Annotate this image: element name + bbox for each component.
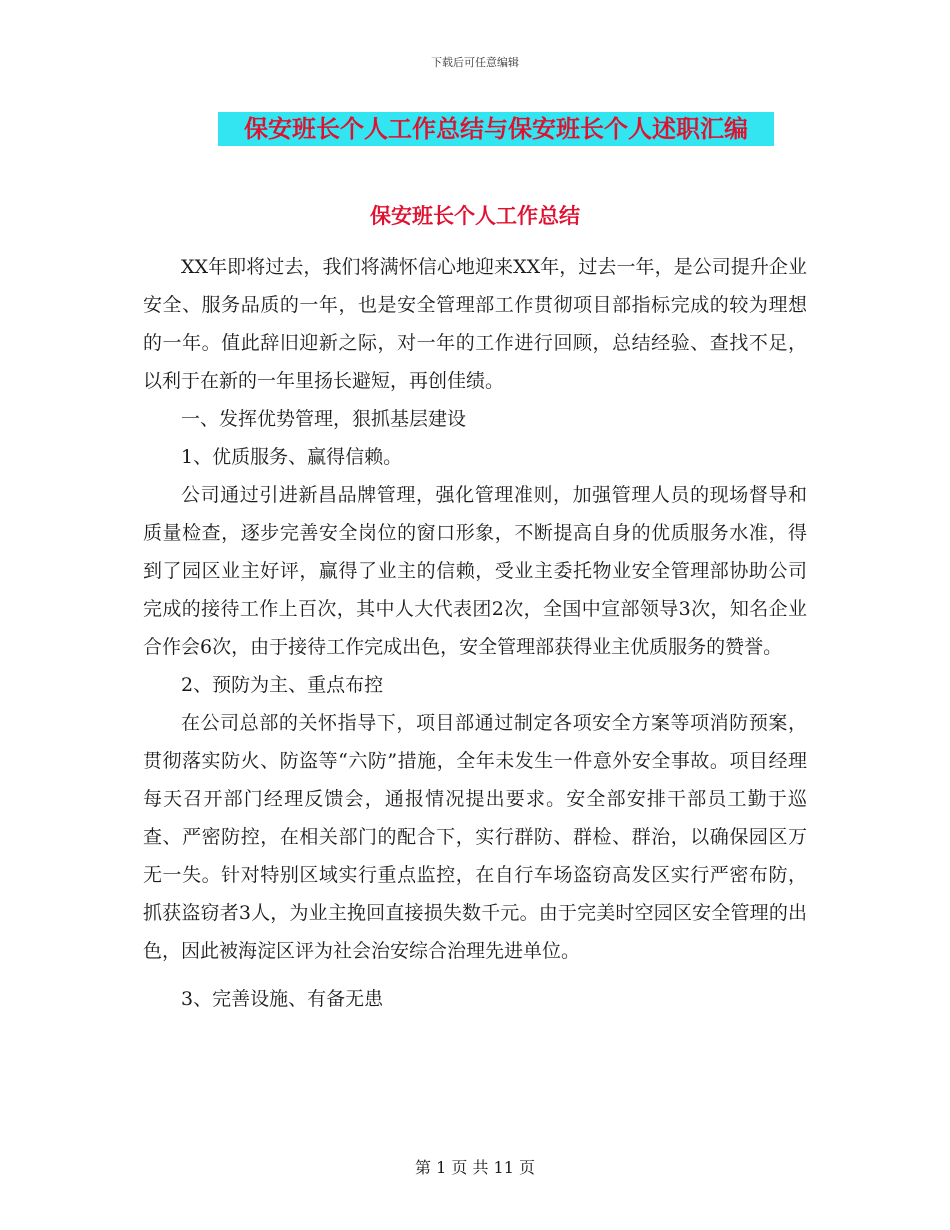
paragraph-prevention: 在公司总部的关怀指导下，项目部通过制定各项安全方案等项消防预案，贯彻落实防火、防盗等“六防”措施，全年未发生一件意外安全事故。项目经理每天召开部门经理反馈会，通报情况提出要求。安全部安排干部员工勤于巡查、严密防控，在相关部门的配合下，实行群防、群检、群治，以确保园区万无一失。针对特别区域实行重点监控，在自行车场盗窃高发区实行严密布防，抓获盗窃者3人，为业主挽回直接损失数千元。由于完美时空园区安全管理的出色，因此被海淀区评为社会治安综合治理先进单位。 bbox=[143, 712, 807, 962]
document-body bbox=[143, 248, 807, 1018]
section-title: 保安班长个人工作总结 bbox=[370, 204, 580, 228]
document-title: 保安班长个人工作总结与保安班长个人述职汇编 bbox=[218, 112, 774, 146]
header-note: 下载后可任意编辑 bbox=[431, 56, 519, 69]
spacer bbox=[143, 970, 807, 980]
subheading-3: 3、完善设施、有备无患 bbox=[181, 988, 384, 1010]
paragraph-intro: XX年即将过去，我们将满怀信心地迎来XX年，过去一年，是公司提升企业安全、服务品质的一年，也是安全管理部工作贯彻项目部指标完成的较为理想的一年。值此辞旧迎新之际，对一年的工作进行回顾，总结经验、查找不足，以利于在新的一年里扬长避短，再创佳绩。 bbox=[143, 256, 807, 392]
subheading-1: 1、优质服务、赢得信赖。 bbox=[181, 446, 403, 468]
heading-1: 一、发挥优势管理，狠抓基层建设 bbox=[181, 408, 467, 430]
subheading-2: 2、预防为主、重点布控 bbox=[181, 674, 384, 696]
paragraph-service: 公司通过引进新昌品牌管理，强化管理准则，加强管理人员的现场督导和质量检查，逐步完善安全岗位的窗口形象，不断提高自身的优质服务水准，得到了园区业主好评，赢得了业主的信赖，受业主委托物业安全管理部协助公司完成的接待工作上百次，其中人大代表团2次，全国中宣部领导3次，知名企业合作会6次，由于接待工作完成出色，安全管理部获得业主优质服务的赞誉。 bbox=[143, 484, 807, 658]
page-number: 第 1 页 共 11 页 bbox=[415, 1158, 535, 1177]
